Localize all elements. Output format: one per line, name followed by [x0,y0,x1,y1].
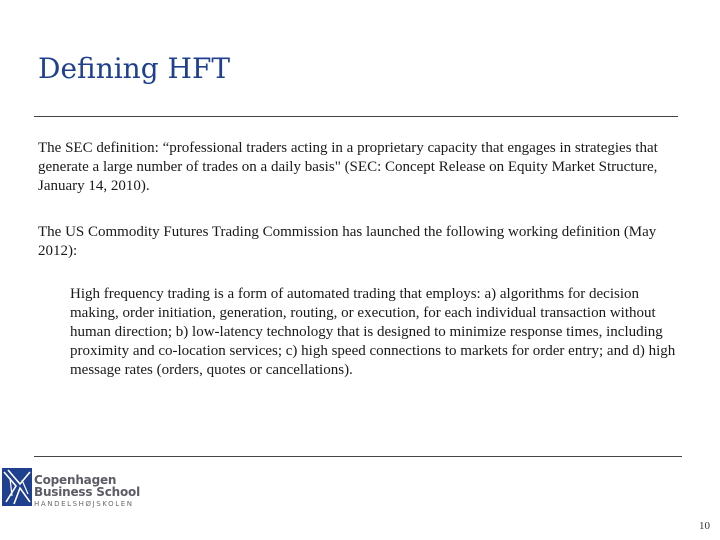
logo-line-handelshojskolen: HANDELSHØJSKOLEN [34,500,134,508]
title-divider [34,116,678,117]
cbs-logo-text [34,474,140,510]
sec-definition-paragraph: The SEC definition: “professional traders acting in a proprietary capacity that engages in strategies that generate a large number of trades on a daily basis" (SEC: Concept Release on Equity Market Structure, January 14, 2010). [38,140,658,194]
cftc-intro-paragraph: The US Commodity Futures Trading Commission has launched the following working definition (May 2012): [38,224,657,259]
logo-line-business-school: Business School [34,485,140,499]
cbs-logo [2,468,162,538]
page-number: 10 [699,520,710,532]
footer-divider [34,456,682,457]
cbs-logo-mark-icon [2,468,32,506]
logo-line-copenhagen: Copenhagen [34,473,117,487]
slide-title: Defining HFT [38,52,231,85]
cftc-definition-quote: High frequency trading is a form of automated trading that employs: a) algorithms for decision making, order initiation, generation, routing, or execution, for each individual transaction without human direction; b) low-latency technology that is designed to minimize response times, including proximity and co-location services; c) high speed connections to markets for order entry; and d) high message rates (orders, quotes or cancellations). [70,286,676,378]
